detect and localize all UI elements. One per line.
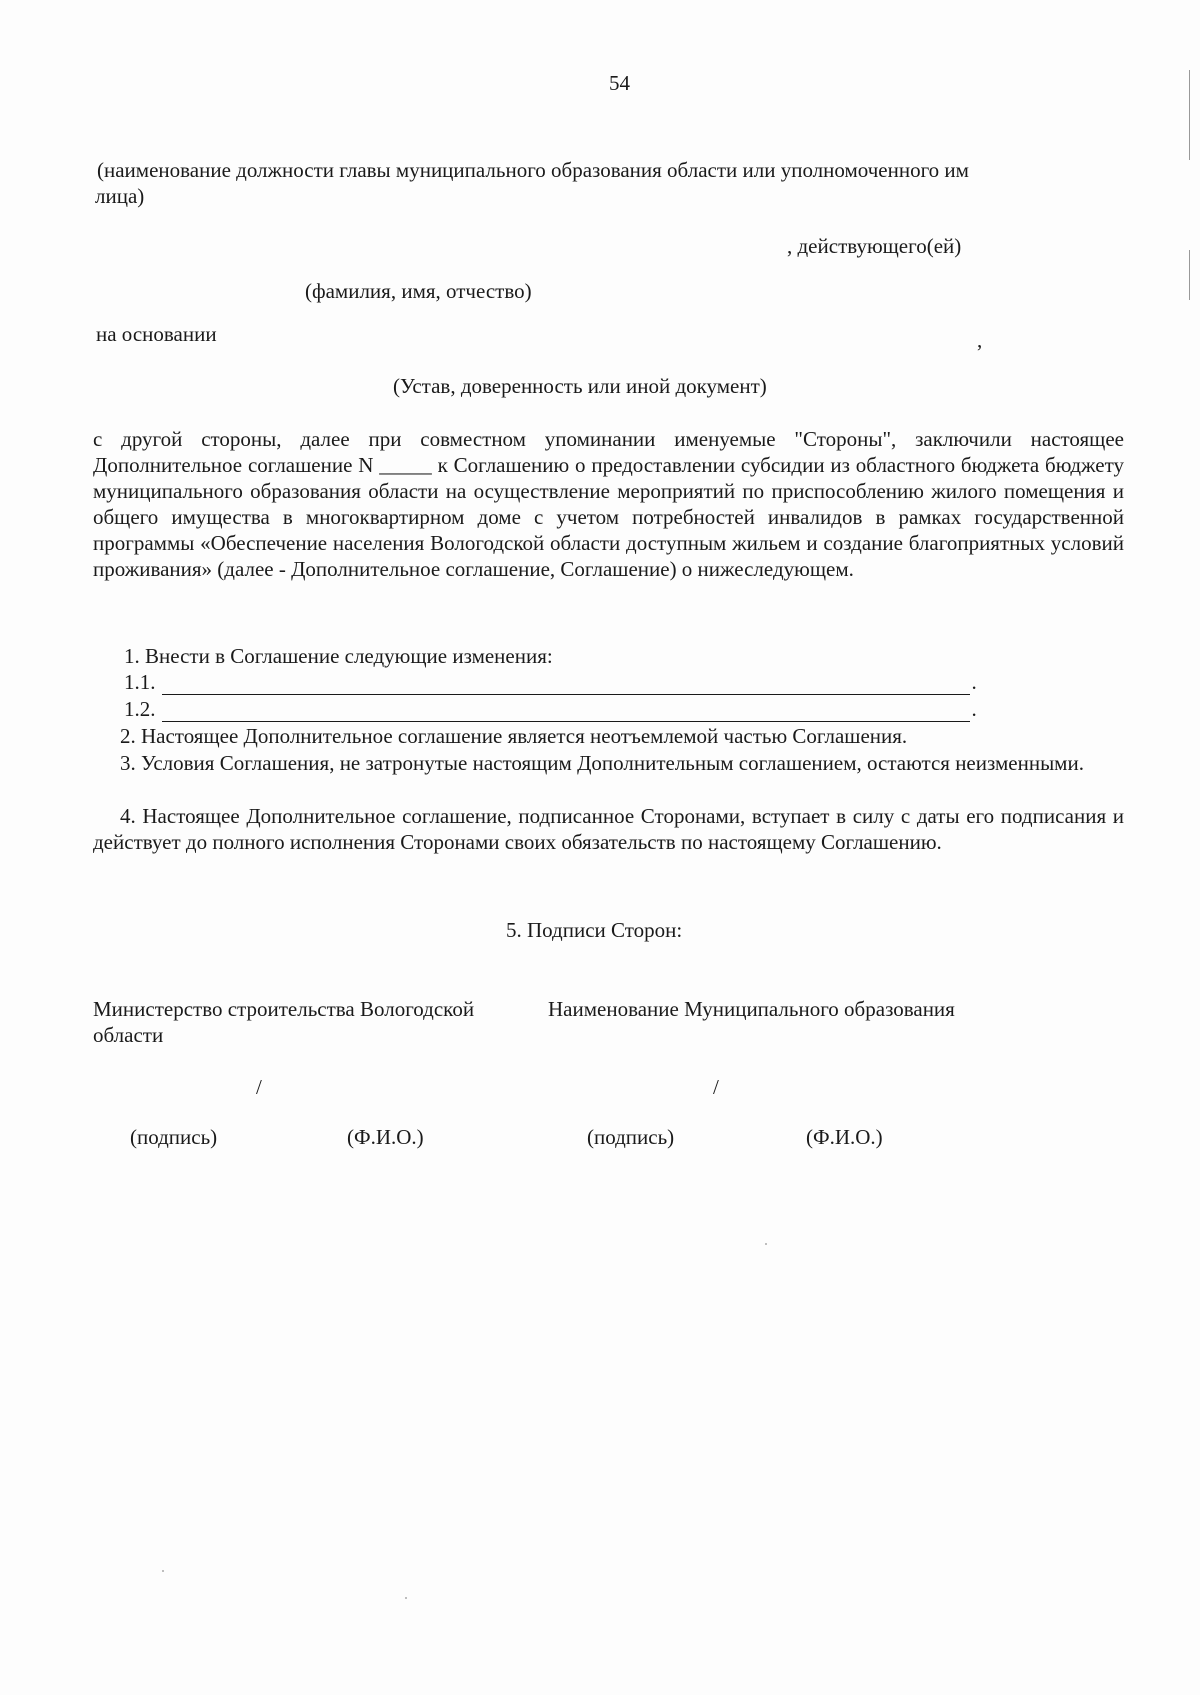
preamble-paragraph: с другой стороны, далее при совместном упоминании именуемые "Стороны", заключили настоящее Дополнительное соглашение N _____ к Соглашению о предоставлении субсидии из областного бюджета бюджету муниципального образования области на осуществление мероприятий по приспособлению жилого помещения и общего имущества в многоквартирном доме с учетом потребностей инвалидов в рамках государственной программы «Обеспечение населения Вологодской области доступным жильем и создание благоприятных условий проживания» (далее - Дополнительное соглашение, Соглашение) о нижеследующем. [93, 427, 1124, 581]
item-3: 3. Условия Соглашения, не затронутые настоящим Дополнительным соглашением, остаются неизменными. [120, 751, 1084, 775]
item-1-1-number: 1.1. [124, 670, 156, 694]
item-1-1-line [124, 669, 977, 695]
fio-caption-right: (Ф.И.О.) [806, 1125, 883, 1149]
scan-edge-line [1189, 250, 1190, 300]
basis-caption: (Устав, доверенность или иной документ) [393, 374, 767, 398]
item-1-1-period: . [971, 670, 977, 694]
party-right: Наименование Муниципального образования [548, 997, 955, 1021]
sign-caption-left: (подпись) [130, 1125, 218, 1149]
party-left-line1: Министерство строительства Вологодской [93, 997, 475, 1021]
position-caption: (наименование должности главы муниципального образования области или уполномоченного им [97, 158, 969, 182]
basis-label: на основании [96, 322, 217, 346]
item-1-2-line [124, 696, 977, 722]
acting-label: , действующего(ей) [787, 234, 962, 258]
party-left-line2: области [93, 1023, 164, 1047]
fio-caption-left: (Ф.И.О.) [347, 1125, 424, 1149]
item-2: 2. Настоящее Дополнительное соглашение является неотъемлемой частью Соглашения. [120, 724, 908, 748]
position-caption-continued: лица) [95, 184, 145, 208]
signatures-heading: 5. Подписи Сторон: [506, 918, 683, 942]
scan-speck [765, 1243, 767, 1245]
item-1-2-blank [162, 703, 970, 722]
scan-edge-line [1189, 70, 1190, 160]
item-1: 1. Внести в Соглашение следующие изменения: [124, 644, 553, 668]
scan-speck [162, 1570, 164, 1572]
fio-caption: (фамилия, имя, отчество) [305, 279, 532, 303]
item-1-1-blank [162, 676, 970, 695]
basis-comma: , [977, 328, 983, 352]
page-number: 54 [609, 71, 630, 95]
scan-speck [405, 1597, 407, 1599]
signature-slash-left: / [256, 1075, 262, 1099]
item-1-2-number: 1.2. [124, 697, 156, 721]
item-4: 4. Настоящее Дополнительное соглашение, подписанное Сторонами, вступает в силу с даты его подписания и действует до полного исполнения Сторонами своих обязательств по настоящему Соглашению. [93, 804, 1124, 854]
sign-caption-right: (подпись) [587, 1125, 675, 1149]
item-1-2-period: . [971, 697, 977, 721]
signature-slash-right: / [713, 1075, 719, 1099]
